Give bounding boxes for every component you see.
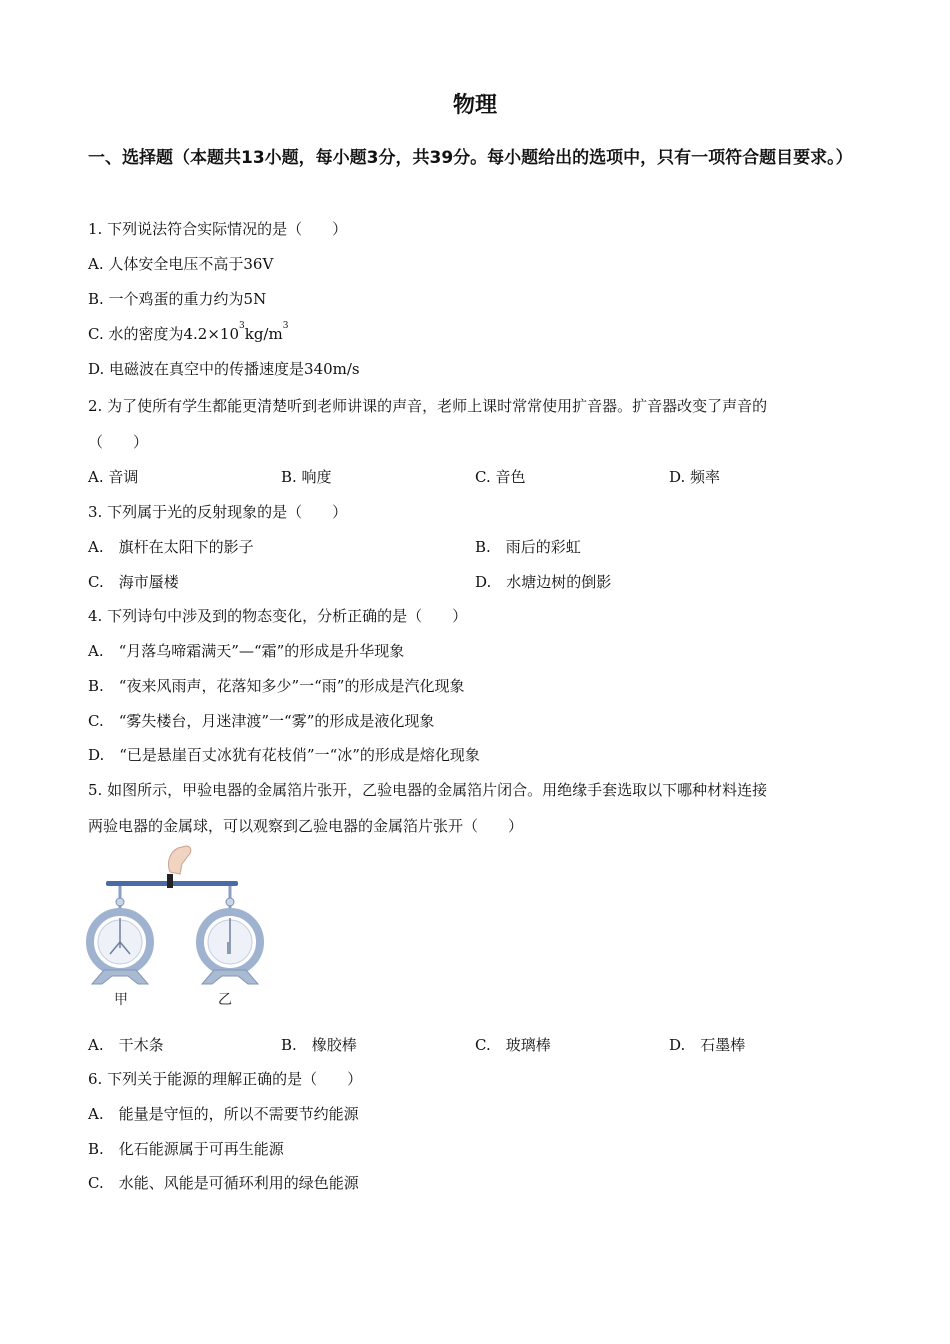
question-3-stem: 3. 下列属于光的反射现象的是（ ） (88, 503, 348, 521)
question-1-option-a: A. 人体安全电压不高于36V (88, 255, 274, 273)
question-3-option-d: D. 水塘边树的倒影 (475, 573, 612, 591)
hand-icon (168, 846, 190, 874)
page-title: 物理 (452, 93, 497, 118)
electroscope-diagram (82, 842, 272, 1014)
question-1-option-c (88, 323, 288, 344)
question-2-option-d: D. 频率 (669, 468, 721, 486)
question-1-stem: 1. 下列说法符合实际情况的是（ ） (88, 220, 348, 238)
question-1-option-d: D. 电磁波在真空中的传播速度是340m/s (88, 360, 360, 378)
question-5-stem-line2: 两验电器的金属球，可以观察到乙验电器的金属箔片张开（ ） (88, 817, 524, 835)
electroscope-jia (90, 886, 150, 984)
option-c-text: C. 水的密度为4.2×10 (88, 325, 239, 343)
question-5-option-a: A. 干木条 (88, 1036, 164, 1054)
question-1-option-b: B. 一个鸡蛋的重力约为5N (88, 290, 267, 308)
question-6-option-b: B. 化石能源属于可再生能源 (88, 1140, 284, 1158)
option-c-unit: kg/m (244, 325, 283, 343)
question-5-option-b: B. 橡胶棒 (281, 1036, 357, 1054)
question-6-option-a: A. 能量是守恒的，所以不需要节约能源 (88, 1105, 359, 1123)
question-4-option-a: A. “月落乌啼霜满天”—“霜”的形成是升华现象 (88, 642, 405, 660)
question-2-stem-line1: 2. 为了使所有学生都能更清楚听到老师讲课的声音，老师上课时常常使用扩音器。扩音器改变了声音的 (88, 397, 768, 415)
question-4-option-d: D. “已是悬崖百丈冰犹有花枝俏”一“冰”的形成是熔化现象 (88, 746, 480, 764)
rod-grip (167, 874, 173, 888)
question-3-option-b: B. 雨后的彩虹 (475, 538, 581, 556)
electroscope-figure (82, 842, 272, 1014)
option-c-unit-exponent: 3 (282, 321, 289, 331)
question-2-option-a: A. 音调 (88, 468, 139, 486)
option-c-exponent: 3 (239, 321, 245, 331)
question-2-option-c: C. 音色 (475, 468, 526, 486)
label-jia: 甲 (114, 992, 128, 1008)
electroscope-yi (200, 886, 260, 984)
question-6-option-c: C. 水能、风能是可循环利用的绿色能源 (88, 1174, 359, 1192)
question-5-stem-line1: 5. 如图所示，甲验电器的金属箔片张开，乙验电器的金属箔片闭合。用绝缘手套选取以下哪种材料连接 (88, 781, 768, 799)
question-4-option-c: C. “雾失楼台，月迷津渡”一“雾”的形成是液化现象 (88, 712, 435, 730)
question-6-stem: 6. 下列关于能源的理解正确的是（ ） (88, 1070, 363, 1088)
question-3-option-c: C. 海市蜃楼 (88, 573, 179, 591)
label-yi: 乙 (218, 992, 232, 1008)
question-5-option-d: D. 石墨棒 (669, 1036, 746, 1054)
question-3-option-a: A. 旗杆在太阳下的影子 (88, 538, 254, 556)
question-4-option-b: B. “夜来风雨声，花落知多少”一“雨”的形成是汽化现象 (88, 677, 465, 695)
question-2-stem-line2: （ ） (88, 433, 149, 451)
question-4-stem: 4. 下列诗句中涉及到的物态变化，分析正确的是（ ） (88, 607, 468, 625)
question-2-option-b: B. 响度 (281, 468, 332, 486)
section-header: 一、选择题（本题共13小题，每小题3分，共39分。每小题给出的选项中，只有一项符合题目要求。） (88, 148, 853, 168)
question-5-option-c: C. 玻璃棒 (475, 1036, 551, 1054)
